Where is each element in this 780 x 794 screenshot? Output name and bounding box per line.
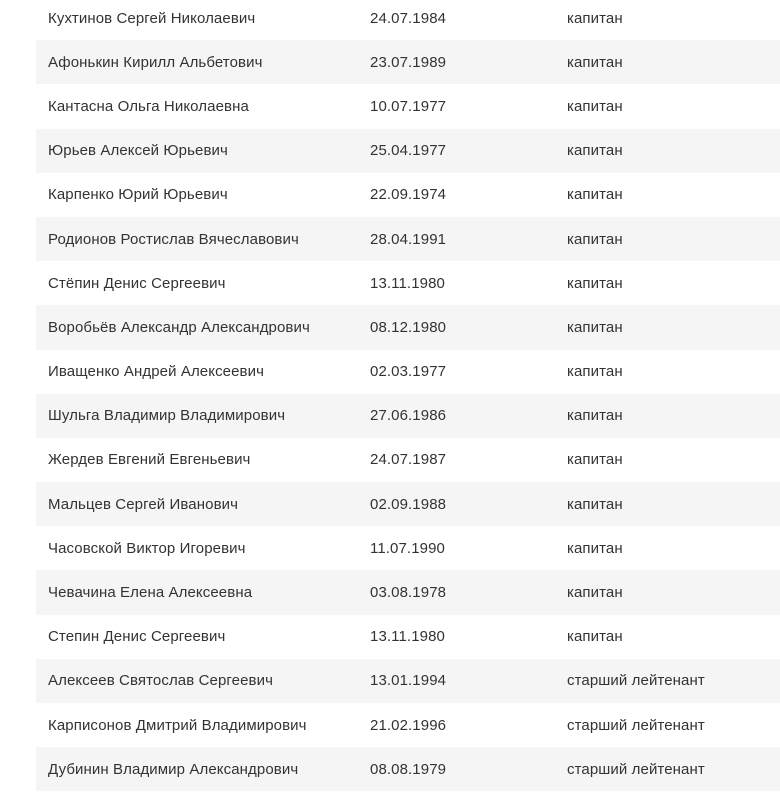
birth-date-cell: 24.07.1984 (370, 9, 447, 27)
name-cell: Шульга Владимир Владимирович (48, 407, 286, 425)
birth-date-cell: 28.04.1991 (370, 230, 447, 248)
table-row (36, 305, 780, 349)
birth-date-cell: 24.07.1987 (370, 451, 447, 469)
birth-date-cell: 27.06.1986 (370, 407, 447, 425)
rank-cell: капитан (567, 186, 623, 204)
name-cell: Часовской Виктор Игоревич (48, 539, 246, 557)
name-cell: Юрьев Алексей Юрьевич (48, 142, 228, 160)
rank-cell: капитан (567, 363, 623, 381)
table-row (36, 615, 780, 659)
birth-date-cell: 03.08.1978 (370, 584, 447, 602)
name-cell: Карпенко Юрий Юрьевич (48, 186, 228, 204)
name-cell: Чевачина Елена Алексеевна (48, 584, 253, 602)
table-row (36, 394, 780, 438)
rank-cell: капитан (567, 539, 623, 557)
name-cell: Жердев Евгений Евгеньевич (48, 451, 251, 469)
rank-cell: капитан (567, 97, 623, 115)
rank-cell: капитан (567, 584, 623, 602)
table-row (36, 350, 780, 394)
table-row (36, 703, 780, 747)
personnel-table (36, 0, 780, 791)
name-cell: Степин Денис Сергеевич (48, 628, 226, 646)
table-row (36, 0, 780, 40)
birth-date-cell: 11.07.1990 (370, 539, 445, 557)
rank-cell: старший лейтенант (567, 672, 705, 690)
name-cell: Дубинин Владимир Александрович (48, 760, 299, 778)
table-row (36, 261, 780, 305)
name-cell: Афонькин Кирилл Альбетович (48, 53, 263, 71)
table-row (36, 570, 780, 614)
rank-cell: капитан (567, 495, 623, 513)
rank-cell: капитан (567, 53, 623, 71)
table-row (36, 173, 780, 217)
name-cell: Иващенко Андрей Алексеевич (48, 363, 265, 381)
table-row (36, 217, 780, 261)
rank-cell: капитан (567, 628, 623, 646)
table-row (36, 84, 780, 128)
table-row (36, 482, 780, 526)
table-row (36, 129, 780, 173)
birth-date-cell: 08.12.1980 (370, 318, 447, 336)
name-cell: Родионов Ростислав Вячеславович (48, 230, 299, 248)
table-row (36, 40, 780, 84)
name-cell: Кантасна Ольга Николаевна (48, 97, 249, 115)
birth-date-cell: 02.03.1977 (370, 363, 447, 381)
name-cell: Алексеев Святослав Сергеевич (48, 672, 273, 690)
table-row (36, 438, 780, 482)
birth-date-cell: 02.09.1988 (370, 495, 447, 513)
rank-cell: капитан (567, 230, 623, 248)
rank-cell: капитан (567, 9, 623, 27)
name-cell: Кухтинов Сергей Николаевич (48, 9, 256, 27)
birth-date-cell: 22.09.1974 (370, 186, 447, 204)
rank-cell: капитан (567, 318, 623, 336)
rank-cell: старший лейтенант (567, 760, 705, 778)
birth-date-cell: 10.07.1977 (370, 97, 447, 115)
birth-date-cell: 13.11.1980 (370, 274, 445, 292)
rank-cell: старший лейтенант (567, 716, 705, 734)
birth-date-cell: 13.01.1994 (370, 672, 447, 690)
rank-cell: капитан (567, 451, 623, 469)
rank-cell: капитан (567, 407, 623, 425)
name-cell: Воробьёв Александр Александрович (48, 318, 310, 336)
name-cell: Мальцев Сергей Иванович (48, 495, 239, 513)
name-cell: Карписонов Дмитрий Владимирович (48, 716, 307, 734)
birth-date-cell: 21.02.1996 (370, 716, 447, 734)
birth-date-cell: 23.07.1989 (370, 53, 447, 71)
rank-cell: капитан (567, 142, 623, 160)
rank-cell: капитан (567, 274, 623, 292)
table-row (36, 526, 780, 570)
birth-date-cell: 25.04.1977 (370, 142, 447, 160)
table-row (36, 747, 780, 791)
birth-date-cell: 08.08.1979 (370, 760, 447, 778)
name-cell: Стёпин Денис Сергеевич (48, 274, 226, 292)
table-row (36, 659, 780, 703)
birth-date-cell: 13.11.1980 (370, 628, 445, 646)
